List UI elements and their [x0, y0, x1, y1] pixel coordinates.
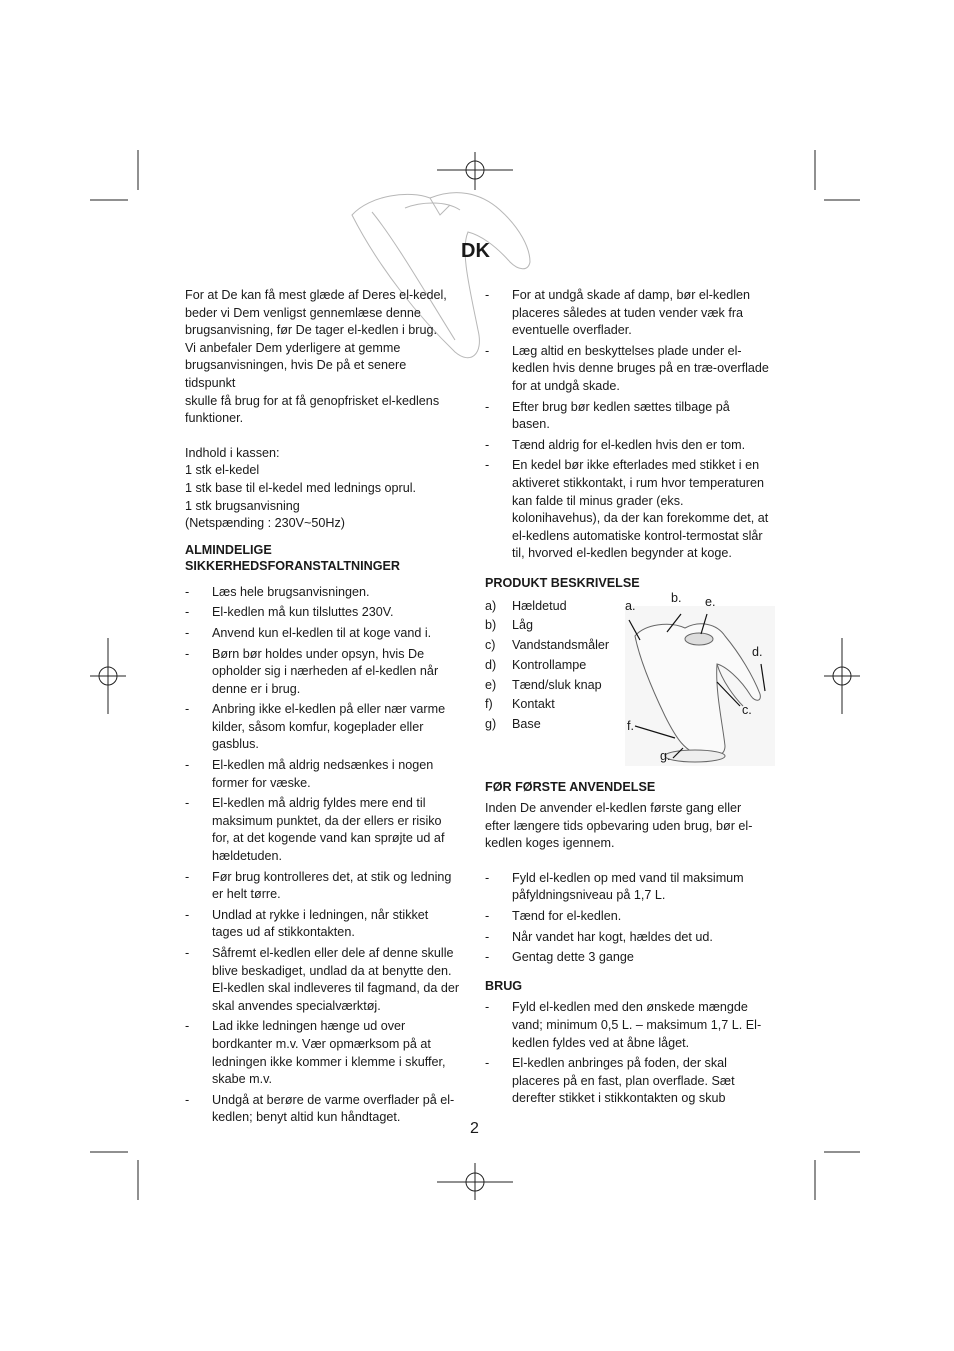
part-row: b) Låg	[485, 618, 534, 633]
safety-list	[185, 584, 460, 1127]
box-contents-item: 1 stk brugsanvisning	[185, 498, 300, 513]
product-heading: PRODUKT BESKRIVELSE	[485, 575, 640, 590]
intro-line: Vi anbefaler Dem yderligere at gemme	[185, 340, 401, 355]
list-item: - Anbring ikke el-kedlen på eller nær varme kilder, såsom komfur, kogeplader eller gasblus.	[185, 701, 460, 754]
list-item: - Undlad at rykke i ledningen, når stikket tages ud af stikkontakten.	[185, 907, 460, 942]
box-contents-item: 1 stk el-kedel	[185, 463, 260, 478]
intro-line: brugsanvisning, før De tager el-kedlen i brug.	[185, 323, 438, 338]
list-item: - For at undgå skade af damp, bør el-kedlen placeres således at tuden vender væk fra eventuelle overflader.	[485, 287, 770, 340]
diagram-label-f: f.	[627, 718, 634, 733]
intro-line: skulle få brug for at få genopfrisket el-kedlens	[185, 393, 440, 408]
list-item: - Lad ikke ledningen hænge ud over bordkanter m.v. Vær opmærksom på at ledningen ikke kommer i klemme i skuffer, skabe m.v.	[185, 1018, 460, 1088]
part-row: a) Hældetud	[485, 598, 567, 613]
kettle-icon	[625, 606, 775, 766]
intro-line: brugsanvisningen, hvis De på et senere tidspunkt	[185, 358, 407, 390]
diagram-label-a: a.	[625, 598, 636, 613]
part-row: e) Tænd/sluk knap	[485, 677, 602, 692]
part-row: c) Vandstandsmåler	[485, 638, 610, 653]
first-use-heading: FØR FØRSTE ANVENDELSE	[485, 779, 656, 794]
list-item: - El-kedlen må aldrig nedsænkes i nogen former for væske.	[185, 757, 460, 792]
list-item: - Læs hele brugsanvisningen.	[185, 584, 460, 602]
list-item: - Anvend kun el-kedlen til at koge vand i.	[185, 625, 460, 643]
list-item: - Såfremt el-kedlen eller dele af denne skulle blive beskadiget, undlad da at benytte den. El-kedlen skal indleveres til fagmand, da der skal anvendes specialværktøj.	[185, 945, 460, 1015]
list-item: - Børn bør holdes under opsyn, hvis De opholder sig i nærheden af el-kedlen når denne er i brug.	[185, 646, 460, 699]
diagram-label-c: c.	[742, 702, 752, 717]
language-label: DK	[461, 240, 490, 262]
list-item: - Fyld el-kedlen op med vand til maksimum påfyldningsniveau på 1,7 L.	[485, 870, 770, 905]
box-contents-item: (Netspænding : 230V~50Hz)	[185, 516, 345, 531]
box-contents-item: 1 stk base til el-kedel med lednings oprul.	[185, 480, 417, 495]
list-item: - El-kedlen må aldrig fyldes mere end til maksimum punktet, da der ellers er risiko for, at det kogende vand kan sprøjte ud af hældetuden.	[185, 795, 460, 865]
safety-list-continued	[485, 287, 770, 563]
part-row: d) Kontrollampe	[485, 657, 587, 672]
diagram-label-d: d.	[752, 644, 763, 659]
intro-line: funktioner.	[185, 411, 244, 426]
list-item: - El-kedlen må kun tilsluttes 230V.	[185, 604, 460, 622]
diagram-label-g: g.	[660, 748, 671, 763]
list-item: - Før brug kontrolleres det, at stik og ledning er helt tørre.	[185, 869, 460, 904]
intro-line: For at De kan få mest glæde af Deres el-kedel,	[185, 288, 447, 302]
intro-line: beder vi Dem venligst gennemlæse denne	[185, 305, 421, 320]
left-column	[185, 287, 460, 1130]
list-item: - Efter brug bør kedlen sættes tilbage på basen.	[485, 399, 770, 434]
parts-list	[485, 598, 625, 737]
part-row: g) Base	[485, 717, 541, 732]
box-contents-title: Indhold i kassen:	[185, 445, 280, 460]
list-item: - Når vandet har kogt, hældes det ud.	[485, 929, 770, 947]
list-item: - Læg altid en beskyttelses plade under el-kedlen hvis denne bruges på en træ-overflade for at undgå skade.	[485, 343, 770, 396]
list-item: - Tænd for el-kedlen.	[485, 908, 770, 926]
list-item: - Gentag dette 3 gange	[485, 949, 770, 967]
box-contents	[185, 445, 460, 533]
page-number: 2	[470, 1120, 479, 1137]
use-heading: BRUG	[485, 978, 523, 993]
diagram-label-b: b.	[671, 590, 682, 605]
first-use-intro: Inden De anvender el-kedlen første gang eller efter længere tids opbevaring uden brug, bør el-kedlen koges igennem.	[485, 801, 753, 851]
intro-text	[185, 287, 460, 428]
kettle-diagram	[625, 590, 775, 766]
safety-heading: ALMINDELIGE SIKKERHEDSFORANSTALTNINGER	[185, 542, 401, 573]
list-item: - El-kedlen anbringes på foden, der skal placeres på en fast, plan overflade. Sæt derefter stikket i stikkontakten og skub	[485, 1055, 770, 1108]
list-item: - Fyld el-kedlen med den ønskede mængde vand; minimum 0,5 L. – maksimum 1,7 L. El-kedlen fyldes ved at åbne låget.	[485, 999, 770, 1052]
part-row: f) Kontakt	[485, 697, 555, 712]
list-item: - Tænd aldrig for el-kedlen hvis den er tom.	[485, 437, 770, 455]
list-item: - Undgå at berøre de varme overflader på el-kedlen; benyt altid kun håndtaget.	[185, 1092, 460, 1127]
right-column	[485, 287, 770, 1111]
list-item: - En kedel bør ikke efterlades med stikket i en aktiveret stikkontakt, i rum hvor temperaturen kan falde til minus grader (eks. kolonihavehus), da der kan forekomme det, at el-kedlens automatiske kontrol-termostat slår til, hvorved el-kedlen begynder at koge.	[485, 457, 770, 563]
use-list	[485, 999, 770, 1108]
diagram-label-e: e.	[705, 594, 716, 609]
first-use-list	[485, 870, 770, 967]
